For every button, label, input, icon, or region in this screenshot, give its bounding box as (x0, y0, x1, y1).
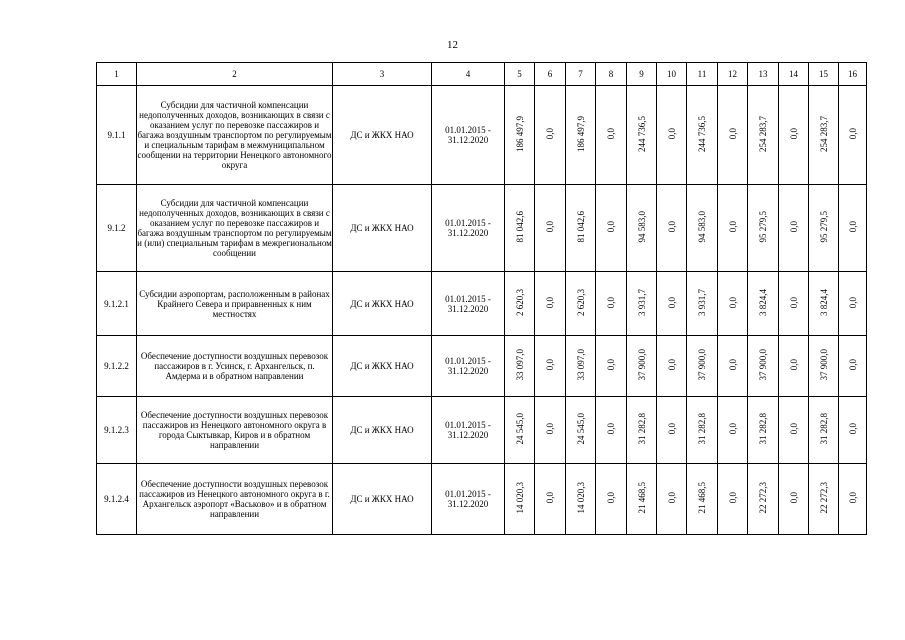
cell-value: 37 900,0 (636, 349, 647, 381)
row-code: 9.1.2.4 (97, 464, 137, 535)
cell-value: 0,0 (545, 492, 555, 504)
cell-value: 0,0 (606, 423, 616, 435)
cell-value: 0,0 (788, 423, 799, 435)
row-description: Субсидии аэропортам, расположенным в районах Крайнего Севера и приравненных к ним местностях (137, 272, 333, 336)
cell-value: 21 468,5 (697, 482, 707, 514)
row-description: Обеспечение доступности воздушных перевозок пассажиров из Ненецкого автономного округа в города Сыктывкар, Киров и в обратном направлении (137, 397, 333, 464)
cell-value: 81 042,6 (514, 211, 525, 243)
cell-value: 37 900,0 (818, 349, 829, 381)
row-code: 9.1.2.2 (97, 336, 137, 397)
cell-value: 0,0 (666, 359, 677, 371)
cell-value: 95 279,5 (758, 211, 768, 243)
table-row (97, 464, 867, 535)
column-number: 13 (748, 63, 779, 86)
row-description: Обеспечение доступности воздушных перевозок пассажиров в г. Усинск, г. Архангельск, п. Амдерма и в обратном направлении (137, 336, 333, 397)
row-period: 01.01.2015 - 31.12.2020 (432, 397, 505, 464)
row-executor: ДС и ЖКХ НАО (333, 272, 432, 336)
row-description: Субсидии для частичной компенсации недополученных доходов, возникающих в связи с оказанием услуг по перевозке пассажиров и багажа воздушным транспортом по регулируемым и специальным тарифам в межмуниципальном сообщении на территории Ненецкого автономного округа (137, 86, 333, 185)
cell-value: 0,0 (606, 221, 616, 233)
row-code: 9.1.2.3 (97, 397, 137, 464)
column-number: 5 (505, 63, 535, 86)
row-executor: ДС и ЖКХ НАО (333, 185, 432, 272)
column-number: 7 (566, 63, 596, 86)
cell-value: 3 824,4 (758, 289, 768, 316)
budget-table (96, 62, 867, 535)
cell-value: 0,0 (545, 359, 555, 371)
cell-value: 0,0 (788, 359, 799, 371)
cell-value: 0,0 (727, 423, 738, 435)
cell-value: 0,0 (727, 221, 738, 233)
table-row (97, 272, 867, 336)
row-period: 01.01.2015 - 31.12.2020 (432, 272, 505, 336)
cell-value: 31 282,8 (758, 413, 768, 445)
cell-value: 22 272,3 (818, 482, 829, 514)
column-number: 11 (687, 63, 718, 86)
cell-value: 0,0 (666, 296, 677, 309)
row-executor: ДС и ЖКХ НАО (333, 336, 432, 397)
row-executor: ДС и ЖКХ НАО (333, 397, 432, 464)
cell-value: 0,0 (727, 492, 738, 504)
cell-value: 186 497,9 (575, 116, 586, 152)
cell-value: 186 497,9 (514, 116, 525, 152)
cell-value: 14 020,3 (575, 482, 586, 514)
cell-value: 244 736,5 (697, 116, 707, 152)
row-code: 9.1.2.1 (97, 272, 137, 336)
cell-value: 3 824,4 (818, 289, 829, 316)
table-row (97, 336, 867, 397)
cell-value: 0,0 (727, 296, 738, 309)
cell-value: 24 545,0 (575, 413, 586, 445)
cell-value: 0,0 (545, 128, 555, 140)
cell-value: 31 282,8 (697, 413, 707, 445)
cell-value: 94 583,0 (636, 211, 647, 243)
cell-value: 0,0 (545, 221, 555, 233)
row-description: Обеспечение доступности воздушных перевозок пассажиров из Ненецкого автономного округа в г. Архангельск аэропорт «Васьково» и в обратном направлении (137, 464, 333, 535)
cell-value: 95 279,5 (818, 211, 829, 243)
column-number: 16 (839, 63, 867, 86)
cell-value: 22 272,3 (758, 482, 768, 514)
cell-value: 0,0 (788, 128, 799, 140)
cell-value: 0,0 (606, 128, 616, 140)
column-number: 4 (432, 63, 505, 86)
column-number: 3 (333, 63, 432, 86)
cell-value: 81 042,6 (575, 211, 586, 243)
column-number: 14 (779, 63, 809, 86)
page-number: 12 (447, 39, 458, 51)
table-header-row (97, 63, 867, 86)
cell-value: 37 900,0 (697, 349, 707, 381)
row-period: 01.01.2015 - 31.12.2020 (432, 86, 505, 185)
cell-value: 0,0 (666, 492, 677, 504)
cell-value: 244 736,5 (636, 116, 647, 152)
cell-value: 37 900,0 (758, 349, 768, 381)
row-code: 9.1.2 (97, 185, 137, 272)
column-number: 8 (596, 63, 627, 86)
row-period: 01.01.2015 - 31.12.2020 (432, 185, 505, 272)
cell-value: 0,0 (847, 359, 858, 371)
cell-value: 2 620,3 (575, 289, 586, 316)
column-number: 2 (137, 63, 333, 86)
column-number: 10 (657, 63, 687, 86)
column-number: 1 (97, 63, 137, 86)
table-row (97, 397, 867, 464)
cell-value: 0,0 (847, 296, 858, 309)
cell-value: 24 545,0 (514, 413, 525, 445)
cell-value: 254 283,7 (818, 116, 829, 152)
column-number: 6 (535, 63, 566, 86)
cell-value: 0,0 (727, 128, 738, 140)
cell-value: 0,0 (606, 492, 616, 504)
cell-value: 0,0 (666, 221, 677, 233)
cell-value: 94 583,0 (697, 211, 707, 243)
cell-value: 0,0 (606, 359, 616, 371)
cell-value: 33 097,0 (514, 349, 525, 381)
cell-value: 21 468,5 (636, 482, 647, 514)
row-executor: ДС и ЖКХ НАО (333, 464, 432, 535)
cell-value: 0,0 (666, 128, 677, 140)
table-row (97, 185, 867, 272)
cell-value: 3 931,7 (636, 289, 647, 316)
cell-value: 31 282,8 (636, 413, 647, 445)
cell-value: 33 097,0 (575, 349, 586, 381)
cell-value: 0,0 (847, 492, 858, 504)
row-executor: ДС и ЖКХ НАО (333, 86, 432, 185)
cell-value: 0,0 (545, 423, 555, 435)
cell-value: 254 283,7 (758, 116, 768, 152)
cell-value: 31 282,8 (818, 413, 829, 445)
cell-value: 0,0 (788, 221, 799, 233)
column-number: 15 (809, 63, 839, 86)
row-period: 01.01.2015 - 31.12.2020 (432, 464, 505, 535)
column-number: 9 (627, 63, 657, 86)
cell-value: 0,0 (545, 296, 555, 309)
cell-value: 0,0 (788, 296, 799, 309)
row-description: Субсидии для частичной компенсации недополученных доходов, возникающих в связи с оказанием услуг по перевозке пассажиров и багажа воздушным транспортом по регулируемым и (или) специальным тарифам в межрегиональном сообщении (137, 185, 333, 272)
cell-value: 0,0 (847, 423, 858, 435)
row-period: 01.01.2015 - 31.12.2020 (432, 336, 505, 397)
cell-value: 3 931,7 (697, 289, 707, 316)
cell-value: 0,0 (727, 359, 738, 371)
cell-value: 0,0 (847, 128, 858, 140)
table-row (97, 86, 867, 185)
column-number: 12 (718, 63, 748, 86)
cell-value: 2 620,3 (514, 289, 525, 316)
cell-value: 0,0 (788, 492, 799, 504)
cell-value: 0,0 (847, 221, 858, 233)
cell-value: 0,0 (606, 296, 616, 309)
cell-value: 14 020,3 (514, 482, 525, 514)
row-code: 9.1.1 (97, 86, 137, 185)
cell-value: 0,0 (666, 423, 677, 435)
